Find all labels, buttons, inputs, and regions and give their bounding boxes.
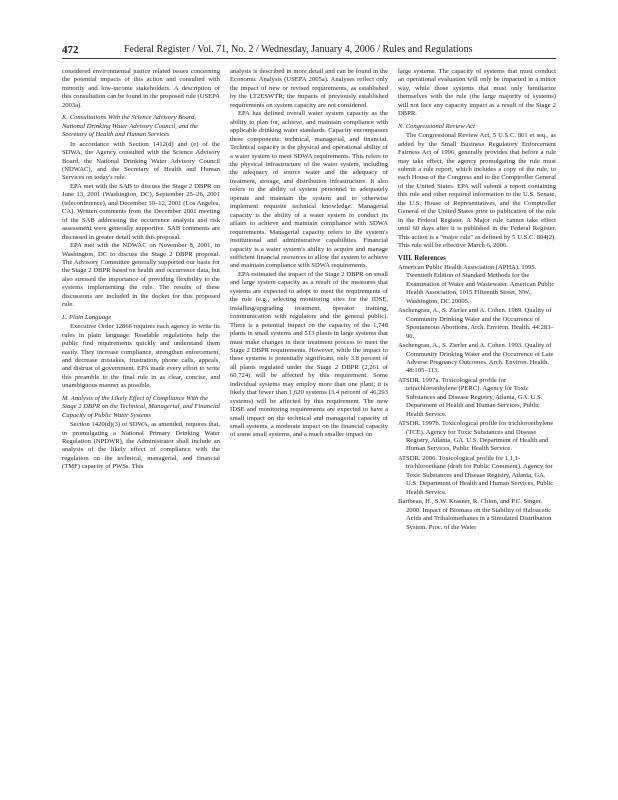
paragraph: EPA has defined overall water system capacity as the ability to plan for, achieve, and maintain compliance with applicable drinking water standards. Capacity encompasses three components: technical, managerial, and financial. Technical capacity is the physical and operational ability of a water system to meet SDWA requirements. This refers to the physical infrastructure of the water system, including the adequacy of source water and the adequacy of treatment, storage, and distribution infrastructure. It also refers to the ability of system personnel to adequately operate and maintain the system and to otherwise implement requisite technical knowledge. Managerial capacity is the ability of a water system to conduct its affairs to achieve and maintain compliance with SDWA requirements. Managerial capacity refers to the system's institutional and administrative capabilities. Financial capacity is a water system's ability to acquire and manage sufficient financial resources to allow the system to achieve and maintain compliance with SDWA requirements. xyxy=(230,110,388,270)
paragraph: Section 1420(d)(3) of SDWA, as amended, requires that, in promulgating a National Primary Drinking Water Regulation (NPDWR), the Administrator shall include an analysis of the likely effect of compliance with the regulation on the technical, managerial, and financial (TMF) capacity of PWSs. This xyxy=(62,421,220,471)
reference-entry: ATSDR. 1997a. Toxicological profile for tetrachloroethylene (PERC). Agency for Toxic Substances and Disease Registry, Atlanta, GA. U.S. Department of Health and Human Services, Public Health Service. xyxy=(398,376,543,418)
paragraph: Executive Order 12866 requires each agency to write its rules in plain language. Readable regulations help the public find requirements quickly and understand them easily. They increase compliance, strengthen enforcement, and decrease mistakes, frustration, phone calls, appeals, and distrust of government. EPA made every effort to write this preamble to the final rule in as clear, concise, and unambiguous manner as possible. xyxy=(62,323,220,390)
paragraph: EPA estimated the impact of the Stage 2 DBPR on small and large system capacity as a result of the measures that systems are expected to adopt to meet the requirements of the rule (e.g., selecting monitoring sites for the IDSE, installing/upgrading treatment, operator training, communication with regulators and the general public). There is a potential impact on the capacity of the 1,748 plants in small systems and 513 plants in large systems that must make changes in their treatment process to meet the Stage 2 DBPR requirements. However, while the impact to these systems is potentially significant, only 3.8 percent of all plants regulated under the Stage 2 DBPR (2,261 of 60,724) will be affected by this requirement. Some individual systems may employ more than one plant; it is likely that fewer than 1,620 systems (3.4 percent of 46,293 systems) will be affected by this requirement. The new IDSE and monitoring requirements are expected to have a small impact on the technical and managerial capacity of small systems, a moderate impact on the financial capacity of some small systems, and a much smaller impact on xyxy=(230,270,388,439)
column-1 xyxy=(62,68,220,472)
paragraph: EPA met with the NDWAC on November 8, 2001, in Washington, DC to discuss the Stage 2 DBPR proposal. The Advisory Committee generally supported our basis for the Stage 2 DBPR based on health and occurrence data, but also stressed the importance of providing flexibility to the systems implementing the rule. The results of these discussions are included in the docket for this proposed rule. xyxy=(62,242,220,309)
paragraph: analysis is described in more detail and can be found in the Economic Analysis (USEPA 2005a). Analyses reflect only the impact of new or revised requirements, as established by the LT2ESWTR; the impacts of previously established requirements on system capacity are not considered. xyxy=(230,68,388,109)
paragraph: In accordance with Section 1412(d) and (e) of the SDWA, the Agency consulted with the Science Advisory Board, the National Drinking Water Advisory Council (NDWAC), and the Secretary of Health and Human Services on today's rule. xyxy=(62,140,220,182)
reference-entry: Aschengrau, A., S. Zierler and A. Cohen. 1993. Quality of Community Drinking Water and the Occurrence of Late Adverse Pregnancy Outcomes. Arch. Environ. Health. 48:105–113. xyxy=(398,342,554,375)
reference-entry: ATSDR. 1997b. Toxicological profile for trichloroethylene (TCE). Agency for Toxic Substances and Disease Registry, Atlanta, GA. U.S. Department of Health and Human Services, Public Health Service. xyxy=(398,420,554,453)
section-heading: K. Consultations With the Science Advisory Board, National Drinking Water Advisory Council, and the Secretary of Health and Human Services xyxy=(62,114,199,139)
column-3 xyxy=(398,68,556,533)
reference-entry: American Public Health Association (APHA). 1995. Twentieth Edition of Standard Methods for the Examination of Water and Wastewater. American Public Health Association, 1015 Fifteenth Street, NW., Washington, DC 20005. xyxy=(398,263,555,305)
running-head: Federal Register / Vol. 71, No. 2 / Wednesday, January 4, 2006 / Rules and Regulations xyxy=(124,44,473,55)
references-heading: VIII. References xyxy=(398,254,446,262)
paragraph: The Congressional Review Act, 5 U.S.C. 801 et seq., as added by the Small Business Regulatory Enforcement Fairness Act of 1996, generally provides that before a rule may take effect, the agency promulgating the rule must submit a rule report, which includes a copy of the rule, to each House of the Congress and to the Comptroller General of the United States. EPA will submit a report containing this rule and other required information to the U.S. Senate, the U.S. House of Representatives, and the Comptroller General of the United States prior to publication of the rule in the Federal Register. A Major rule cannot take effect until 60 days after it is published in the Federal Register. This action is a "major rule" as defined by 5 U.S.C. 804(2). This rule will be effective March 6, 2006. xyxy=(398,132,556,250)
section-heading: M. Analysis of the Likely Effect of Compliance With the Stage 2 DBPR on the Technical, Managerial, and Financial Capacity of Public Water Systems xyxy=(62,394,220,419)
reference-list xyxy=(398,264,556,532)
reference-entry: Baribeau, H., S.W. Krasner, R. Chinn, and P.C. Singer. 2000. Impact of Biomass on the Stability of Haloacetic Acids and Trihalomethanes in a Simulated Distribution System. Proc. of the Water xyxy=(398,498,552,531)
column-2 xyxy=(230,68,388,440)
paragraph: considered environmental justice related issues concerning the potential impacts of this action and consulted with minority and low-income stakeholders. A description of this consultation can be found in the proposed rule (USEPA 2003a). xyxy=(62,68,220,109)
reference-entry: ATSDR. 2006. Toxicological profile for 1,1,1-trichloroethane (draft for Public Comment). Agency for Toxic Substances and Disease Registry, Atlanta, GA. U.S. Department of Health and Human Services, Public Health Service. xyxy=(398,454,554,496)
paragraph: EPA met with the SAB to discuss the Stage 2 DBPR on June 13, 2001 (Washington, DC), September 25–26, 2001 (teleconference), and December 10–12, 2001 (Los Angeles, CA). Written comments from the December 2001 meeting of the SAB addressing the occurrence analysis and risk assessment were generally supportive. SAB comments are discussed in greater detail with this proposal. xyxy=(62,182,220,241)
page-number: 472 xyxy=(62,44,79,56)
page-header xyxy=(62,44,556,59)
section-heading: N. Congressional Review Act xyxy=(398,122,475,130)
paragraph: large systems. The capacity of systems that must conduct an operational evaluation will only be impacted in a minor way, while those systems that must only familiarize themselves with the rule (the large majority of systems) will not face any capacity impact as a result of the Stage 2 DBPR. xyxy=(398,68,556,118)
section-heading: L. Plain Language xyxy=(62,313,112,321)
reference-entry: Aschengrau, A., S. Zierler and A. Cohen. 1989. Quality of Community Drinking Water and the Occurrence of Spontaneous Abortions. Arch. Environ. Health. 44:283–90. xyxy=(398,307,554,340)
